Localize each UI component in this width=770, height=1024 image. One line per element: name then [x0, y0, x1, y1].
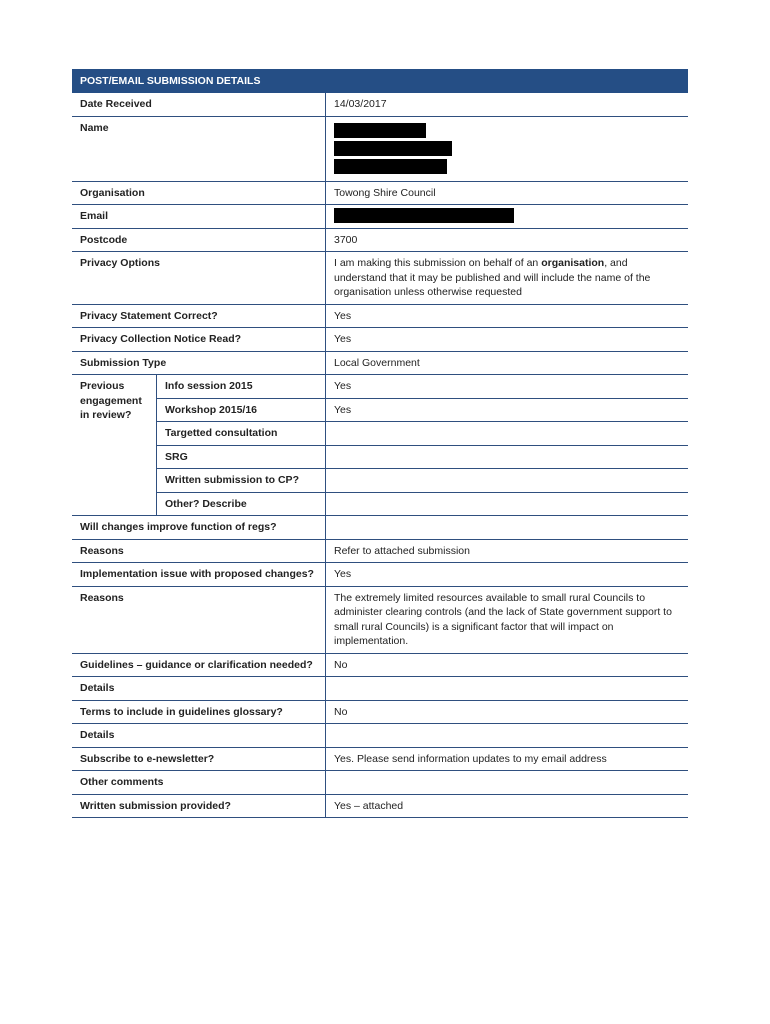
postcode-label: Postcode	[80, 233, 128, 246]
details-label: Details	[80, 682, 115, 694]
previous-engagement-group	[72, 375, 688, 516]
row-postcode	[72, 229, 688, 253]
previous-engagement-label: Previous engagement in review?	[80, 380, 142, 421]
engagement-item-label: SRG	[156, 446, 325, 469]
email-value	[325, 205, 688, 228]
newsletter-label: Subscribe to e-newsletter?	[80, 752, 215, 765]
engagement-row	[156, 469, 688, 493]
row-improve-function	[72, 516, 688, 540]
other-comments-label: Other comments	[80, 776, 164, 788]
written-submission-label: Written submission provided?	[80, 799, 231, 812]
privacy-statement-label: Privacy Statement Correct?	[80, 309, 218, 322]
engagement-item-value	[325, 422, 688, 445]
details-label: Details	[80, 729, 115, 741]
engagement-row	[156, 375, 688, 399]
improve-function-value	[325, 516, 688, 539]
row-glossary	[72, 701, 688, 725]
engagement-item-label: Written submission to CP?	[156, 469, 325, 492]
guidelines-value: No	[325, 654, 688, 677]
row-date-received	[72, 93, 688, 117]
engagement-row	[156, 446, 688, 470]
other-comments-value	[325, 771, 688, 794]
engagement-item-label: Info session 2015	[156, 375, 325, 398]
name-label: Name	[80, 121, 109, 134]
implementation-label: Implementation issue with proposed changes?	[80, 568, 314, 580]
reasons-value: Refer to attached submission	[325, 540, 688, 563]
organisation-label: Organisation	[80, 186, 145, 199]
row-submission-type	[72, 352, 688, 376]
row-privacy-options	[72, 252, 688, 305]
row-newsletter	[72, 748, 688, 772]
details-value	[325, 677, 688, 700]
redaction-bar	[334, 208, 514, 223]
reasons-label: Reasons	[80, 591, 124, 604]
engagement-item-label: Other? Describe	[156, 493, 325, 516]
privacy-notice-value: Yes	[325, 328, 688, 351]
engagement-item-value: Yes	[325, 399, 688, 422]
privacy-options-value: I am making this submission on behalf of an organisation, and understand that it may be published and will include the name of the organisation unless otherwise requested	[325, 252, 688, 304]
guidelines-label: Guidelines – guidance or clarification needed?	[80, 658, 313, 671]
engagement-row	[156, 422, 688, 446]
submission-type-label: Submission Type	[80, 356, 167, 369]
written-submission-value: Yes – attached	[325, 795, 688, 818]
privacy-notice-label: Privacy Collection Notice Read?	[80, 333, 242, 345]
privacy-options-label: Privacy Options	[80, 257, 160, 269]
form-header: POST/EMAIL SUBMISSION DETAILS	[72, 69, 688, 93]
newsletter-value: Yes. Please send information updates to my email address	[325, 748, 688, 771]
engagement-item-label: Targetted consultation	[156, 422, 325, 445]
row-details-2	[72, 724, 688, 748]
name-value	[325, 117, 688, 181]
row-written-submission	[72, 795, 688, 819]
row-reasons	[72, 540, 688, 564]
redaction-bar	[334, 141, 452, 156]
engagement-item-value: Yes	[325, 375, 688, 398]
engagement-row	[156, 493, 688, 516]
postcode-value: 3700	[325, 229, 688, 252]
row-reasons-2	[72, 587, 688, 654]
glossary-value: No	[325, 701, 688, 724]
date-received-label: Date Received	[80, 98, 152, 110]
row-guidelines	[72, 654, 688, 678]
engagement-item-value	[325, 493, 688, 516]
submission-form	[72, 69, 688, 818]
row-implementation	[72, 563, 688, 587]
row-details	[72, 677, 688, 701]
date-received-value: 14/03/2017	[325, 93, 688, 116]
reasons-label: Reasons	[80, 544, 124, 557]
redaction-bar	[334, 123, 426, 138]
redaction-bar	[334, 159, 447, 174]
row-privacy-notice	[72, 328, 688, 352]
organisation-value: Towong Shire Council	[325, 182, 688, 205]
submission-type-value: Local Government	[325, 352, 688, 375]
details-value	[325, 724, 688, 747]
implementation-value: Yes	[325, 563, 688, 586]
reasons-value: The extremely limited resources available to small rural Councils to administer clearing controls (and the lack of State government support to small rural Councils) is a significant factor that will impact on implementation.	[325, 587, 688, 653]
previous-engagement-items	[156, 375, 688, 515]
row-organisation	[72, 182, 688, 206]
row-privacy-statement	[72, 305, 688, 329]
engagement-item-label: Workshop 2015/16	[156, 399, 325, 422]
engagement-row	[156, 399, 688, 423]
email-label: Email	[80, 210, 109, 222]
improve-function-label: Will changes improve function of regs?	[80, 521, 277, 533]
row-email	[72, 205, 688, 229]
engagement-item-value	[325, 469, 688, 492]
engagement-item-value	[325, 446, 688, 469]
glossary-label: Terms to include in guidelines glossary?	[80, 705, 283, 718]
row-name	[72, 117, 688, 182]
privacy-statement-value: Yes	[325, 305, 688, 328]
row-other-comments	[72, 771, 688, 795]
